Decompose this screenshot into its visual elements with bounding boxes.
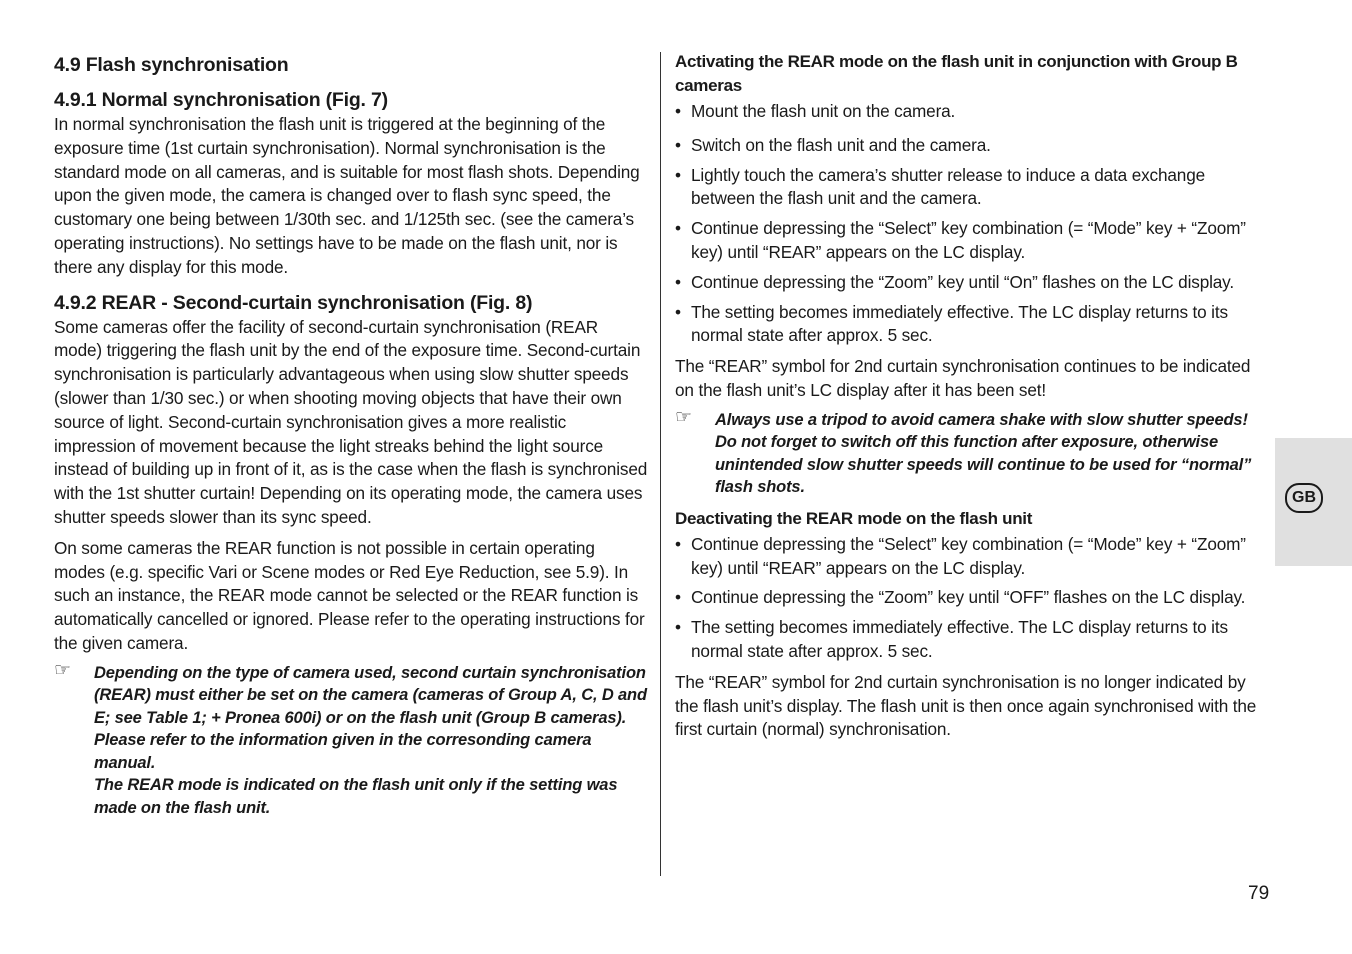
list-item: • Switch on the flash unit and the camera.: [675, 134, 991, 155]
activate-after-paragraph: The “REAR” symbol for 2nd curtain synchronisation continues to be indicated on the flash unit’s LC display after it has been set!: [675, 356, 1251, 400]
list-item: • Lightly touch the camera’s shutter release to induce a data exchange between the flash unit and the camera.: [675, 164, 1206, 209]
list-item: • The setting becomes immediately effective. The LC display returns to its normal state after approx. 5 sec.: [675, 301, 1228, 346]
tripod-note: [675, 406, 1273, 499]
activate-steps-list: [675, 100, 1273, 348]
column-divider: [660, 52, 661, 876]
right-column: [675, 50, 1273, 742]
deactivate-after-paragraph: The “REAR” symbol for 2nd curtain synchronisation is no longer indicated by the flash unit’s display. The flash unit is then once again synchronised with the first curtain (normal) synchronisation.: [675, 671, 1257, 740]
list-item: • Continue depressing the “Select” key combination (= “Mode” key + “Zoom” key) until “REAR” appears on the LC display.: [675, 533, 1246, 578]
normal-sync-paragraph: In normal synchronisation the flash unit is triggered at the beginning of the exposure time (1st curtain synchronisation). Normal synchronisation is the standard mode on all cameras, and is suitable for most flash shots. Depending upon the given mode, the camera is changed over to flash sync speed, the customary one being between 1/30th sec. and 1/125th sec. (see the camera’s operating instructions). No settings have to be made on the flash unit, nor is there any display for this mode.: [54, 114, 640, 277]
list-item: • The setting becomes immediately effective. The LC display returns to its normal state after approx. 5 sec.: [675, 617, 1228, 661]
deactivate-steps-list: [675, 533, 1273, 664]
left-column: [54, 50, 650, 819]
note-text-1: Depending on the type of camera used, second curtain synchronisation (REAR) must either be set on the camera (cameras of Group A, C, D and E; see Table 1; + Pronea 600i) or on the flash unit (Group B cameras). Please refer to the information given in the corresonding camera manual.: [94, 663, 647, 772]
list-item: • Continue depressing the “Zoom” key until “On” flashes on the LC display.: [675, 271, 1234, 292]
pointing-hand-icon: ☞: [675, 406, 692, 428]
list-item: • Mount the flash unit on the camera.: [675, 101, 956, 121]
subsection-normal-sync-title: 4.9.1 Normal synchronisation (Fig. 7): [54, 89, 388, 111]
tripod-note-text: Always use a tripod to avoid camera shake with slow shutter speeds! Do not forget to switch off this function after exposure, otherwise unintended slow shutter speeds will continue to be used for “normal” flash shots.: [715, 410, 1252, 497]
deactivate-rear-title: Deactivating the REAR mode on the flash unit: [675, 508, 1033, 528]
page-number: 79: [1248, 883, 1270, 904]
note-text-2: The REAR mode is indicated on the flash unit only if the setting was made on the flash unit.: [94, 776, 618, 817]
language-badge: GB: [1285, 483, 1323, 513]
pointing-hand-icon: ☞: [54, 659, 71, 681]
language-tab: [1275, 438, 1352, 566]
activate-rear-title: Activating the REAR mode on the flash unit in conjunction with Group B cameras: [675, 52, 1238, 95]
rear-sync-paragraph-1: Some cameras offer the facility of second-curtain synchronisation (REAR mode) triggering the flash unit by the end of the exposure time. Second-curtain synchronisation is particularly advantageous when using slow shutter speeds (slower than 1/30 sec.) or when shooting moving objects that have their own source of light. Second-curtain synchronisation gives a more realistic impression of movement because the light streaks behind the light source instead of building up in front of it, as is the case when the flash is synchronised with the 1st shutter curtain! Depending on its operating mode, the camera uses shutter speeds slower than its sync speed.: [54, 316, 648, 527]
list-item: • Continue depressing the “Select” key combination (= “Mode” key + “Zoom” key) until “REAR” appears on the LC display.: [675, 218, 1246, 262]
rear-sync-paragraph-2: On some cameras the REAR function is not possible in certain operating modes (e.g. specific Vari or Scene modes or Red Eye Reduction, see 5.9). In such an instance, the REAR mode cannot be selected or the REAR function is automatically cancelled or ignored. Please refer to the operating instructions for the given camera.: [54, 537, 645, 653]
subsection-rear-sync-title: 4.9.2 REAR - Second-curtain synchronisation (Fig. 8): [54, 291, 533, 314]
list-item: • Continue depressing the “Zoom” key until “OFF” flashes on the LC display.: [675, 587, 1246, 608]
camera-type-note: [54, 659, 650, 820]
section-title: 4.9 Flash synchronisation: [54, 54, 289, 76]
